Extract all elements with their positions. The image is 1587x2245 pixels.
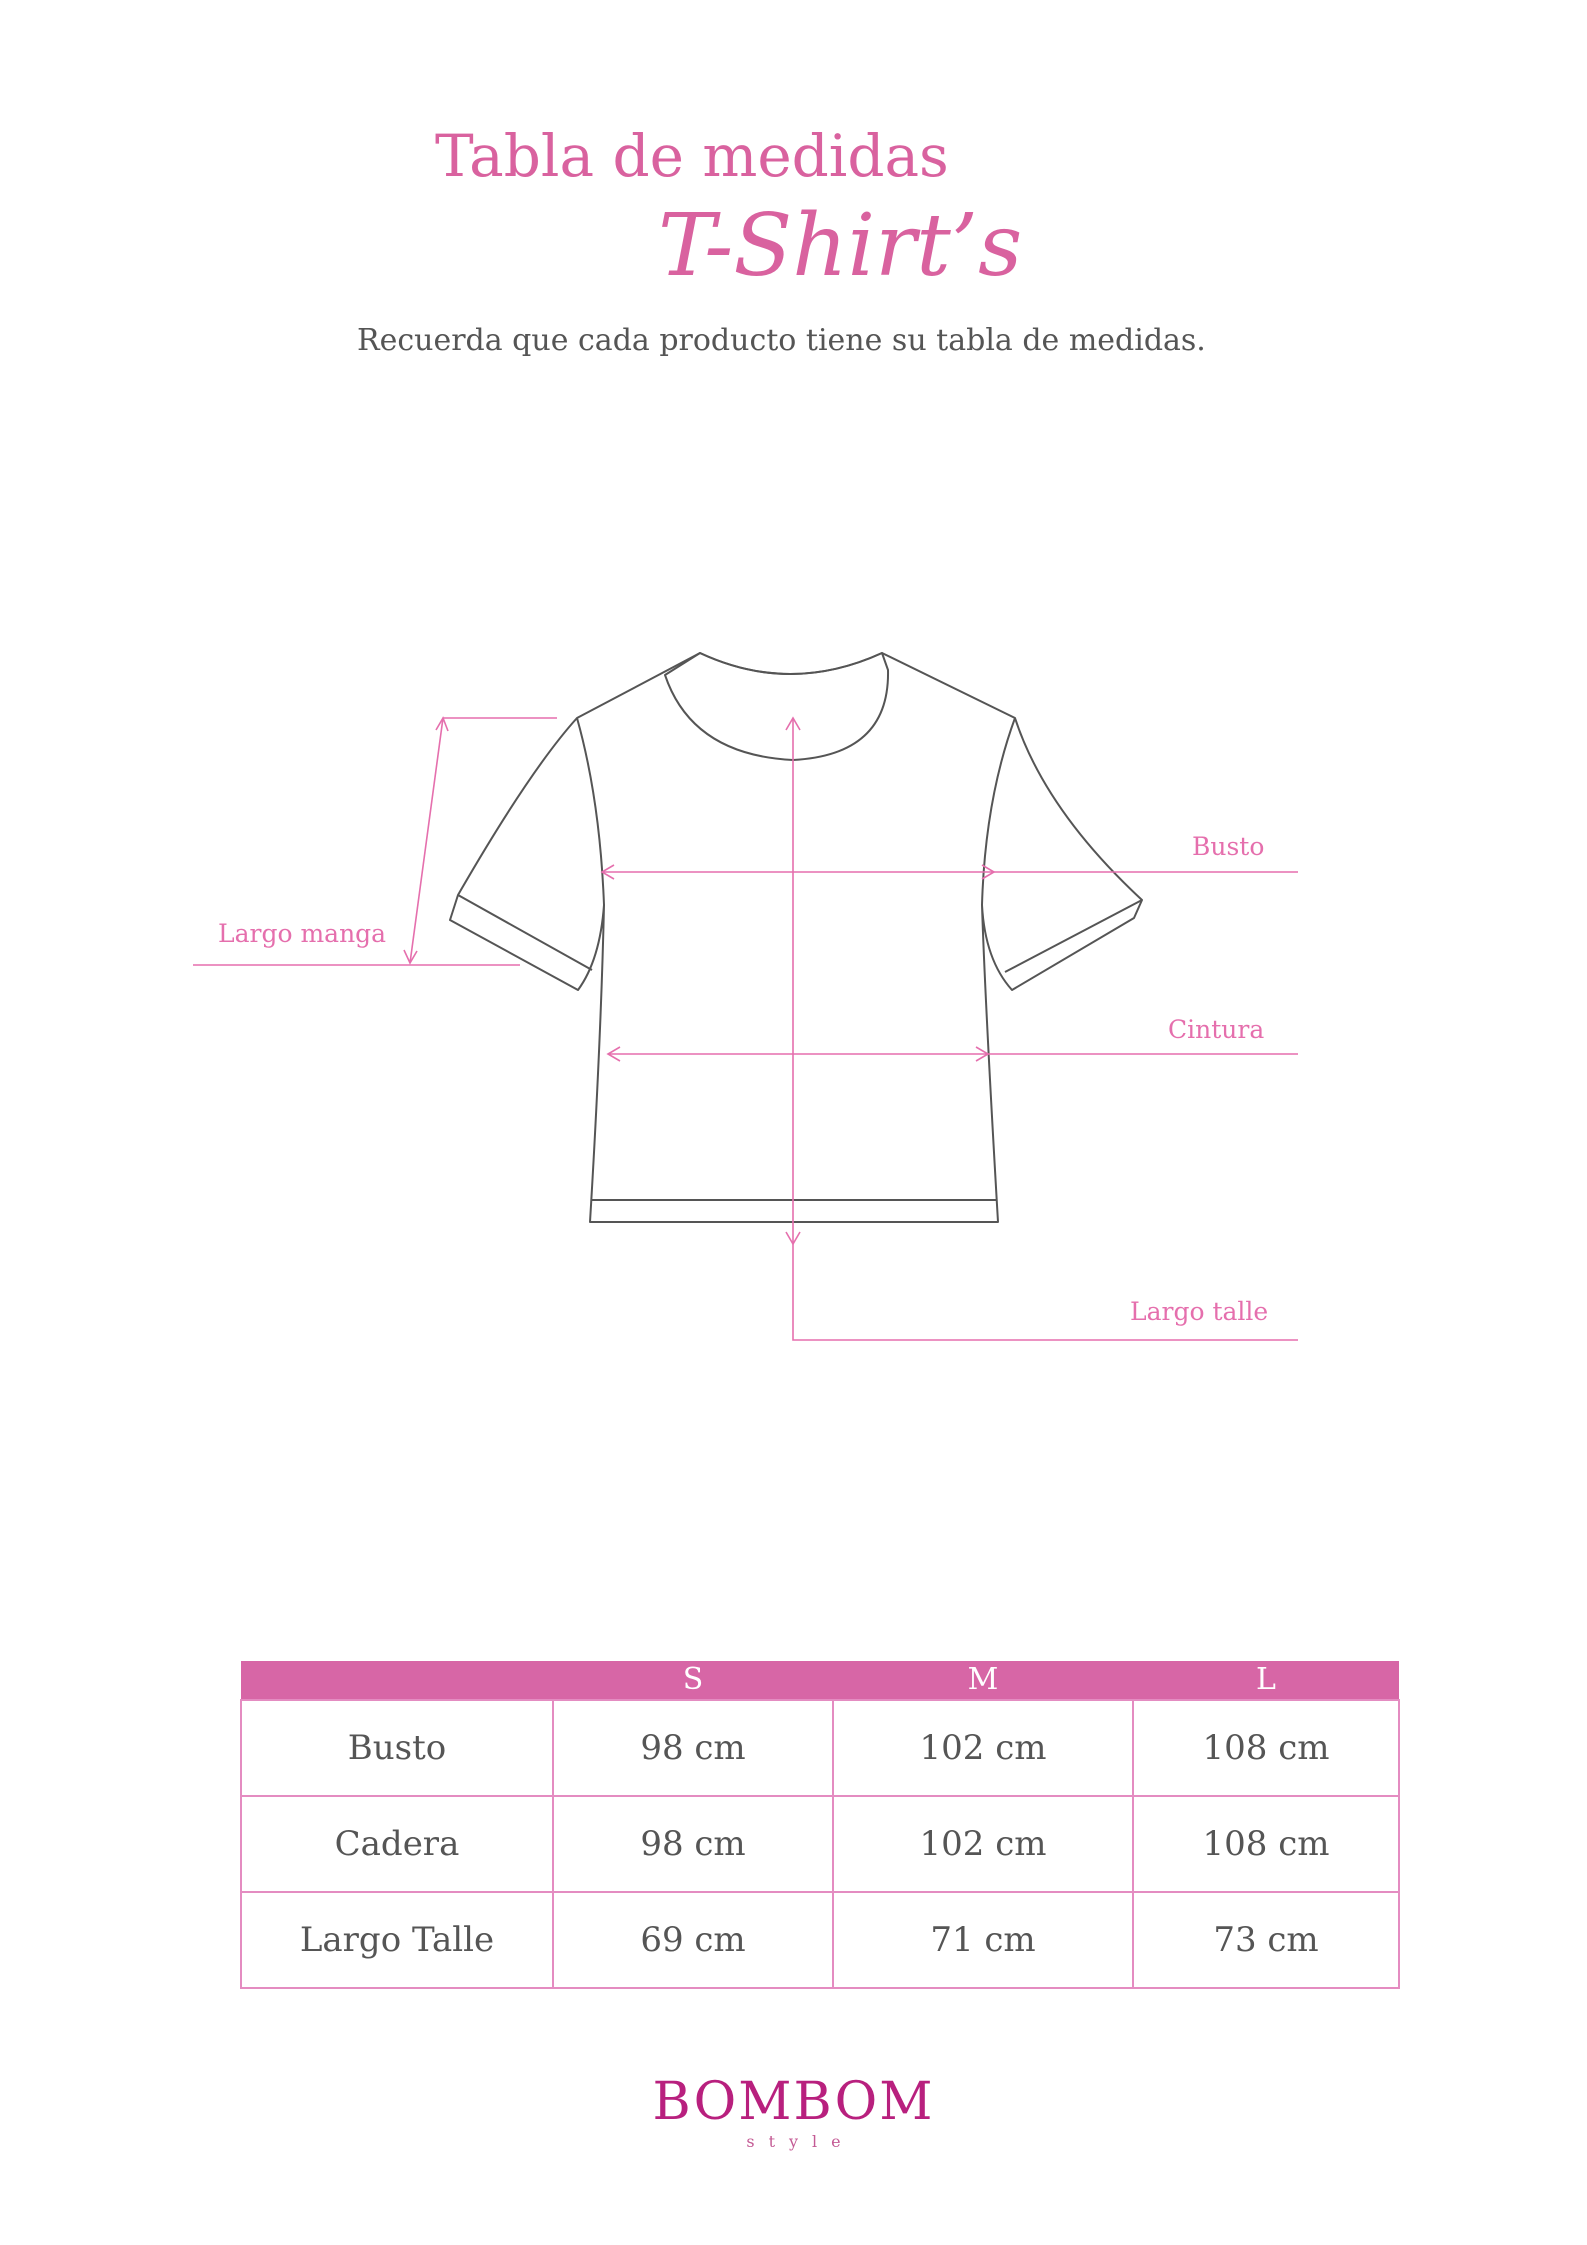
measurement-guides [193,718,1298,1340]
table-cell: 73 cm [1133,1892,1399,1988]
table-cell: 108 cm [1133,1796,1399,1892]
page-subtitle: Recuerda que cada producto tiene su tabla de medidas. [357,323,1206,358]
row-label: Largo Talle [241,1892,553,1988]
page-title: Tabla de medidas [435,122,949,190]
brand-tagline: style [746,2132,855,2151]
column-header-s: S [553,1661,833,1700]
table-row [241,1796,1399,1892]
label-largo-manga: Largo manga [218,919,387,948]
label-busto: Busto [1192,832,1265,861]
table-cell: 69 cm [553,1892,833,1988]
product-title: T-Shirt’s [658,196,1023,296]
tshirt-outline [450,653,1142,1222]
column-header-empty [241,1661,553,1700]
table-header-row [241,1661,1399,1700]
column-header-m: M [833,1661,1133,1700]
row-label: Busto [241,1700,553,1796]
table-row [241,1892,1399,1988]
label-cintura: Cintura [1168,1015,1265,1044]
table-row [241,1700,1399,1796]
table-cell: 71 cm [833,1892,1133,1988]
label-largo-talle: Largo talle [1130,1297,1269,1326]
brand-name: BOMBOM [652,2072,935,2132]
table-cell: 98 cm [553,1700,833,1796]
table-cell: 98 cm [553,1796,833,1892]
brand-logo [0,2072,1587,2151]
column-header-l: L [1133,1661,1399,1700]
table-cell: 108 cm [1133,1700,1399,1796]
table-cell: 102 cm [833,1796,1133,1892]
row-label: Cadera [241,1796,553,1892]
size-chart-table [240,1661,1400,1989]
table-cell: 102 cm [833,1700,1133,1796]
